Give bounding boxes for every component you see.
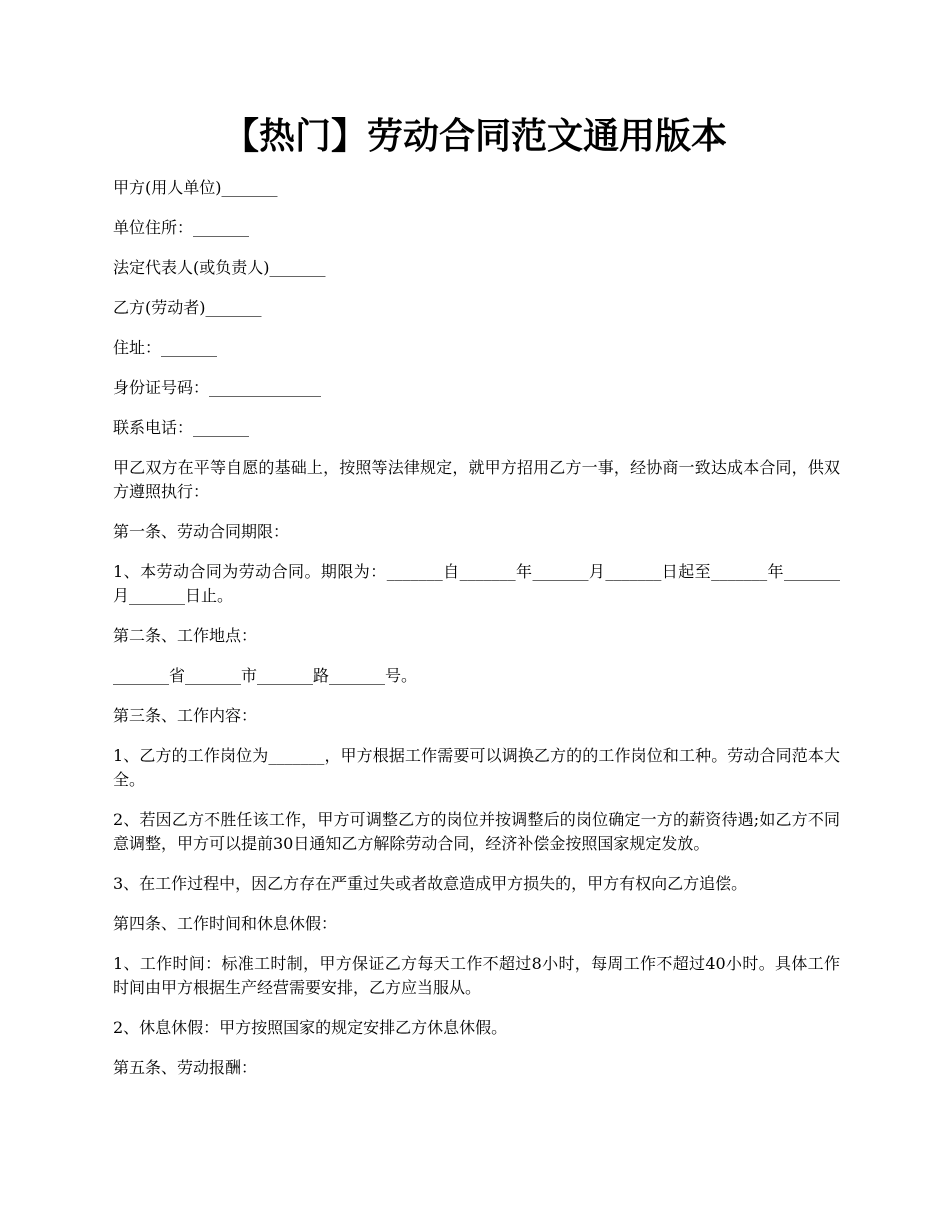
- article-3-clause-2: 2、若因乙方不胜任该工作，甲方可调整乙方的岗位并按调整后的岗位确定一方的薪资待遇;如乙方不同意调整，甲方可以提前30日通知乙方解除劳动合同，经济补偿金按照国家规定发放。: [113, 810, 840, 853]
- article-2-location: _______省_______市_______路_______号。: [113, 666, 418, 685]
- field-id-number: 身份证号码：______________: [113, 378, 322, 397]
- article-5-heading: 第五条、劳动报酬：: [113, 1058, 258, 1077]
- field-unit-address: 单位住所：_______: [113, 218, 250, 237]
- field-party-b: 乙方(劳动者)_______: [113, 298, 262, 317]
- article-4-heading: 第四条、工作时间和休息休假：: [113, 914, 338, 933]
- article-3-clause-1: 1、乙方的工作岗位为_______，甲方根据工作需要可以调换乙方的的工作岗位和工种。劳动合同范本大全。: [113, 746, 840, 789]
- article-3-clause-3: 3、在工作过程中，因乙方存在严重过失或者故意造成甲方损失的，甲方有权向乙方追偿。: [113, 874, 748, 893]
- field-legal-representative: 法定代表人(或负责人)_______: [113, 258, 326, 277]
- article-4-clause-1: 1、工作时间：标准工时制，甲方保证乙方每天工作不超过8小时，每周工作不超过40小时。具体工作时间由甲方根据生产经营需要安排，乙方应当服从。: [113, 954, 840, 997]
- article-2-heading: 第二条、工作地点：: [113, 626, 258, 645]
- article-4-clause-2: 2、休息休假：甲方按照国家的规定安排乙方休息休假。: [113, 1018, 508, 1037]
- field-phone: 联系电话：_______: [113, 418, 250, 437]
- document-body: [113, 176, 840, 1096]
- preamble-paragraph: 甲乙双方在平等自愿的基础上，按照等法律规定，就甲方招用乙方一事，经协商一致达成本合同，供双方遵照执行：: [113, 458, 840, 501]
- article-1-heading: 第一条、劳动合同期限：: [113, 522, 290, 541]
- field-address: 住址：_______: [113, 338, 218, 357]
- document-title: 【热门】劳动合同范文通用版本: [222, 115, 727, 157]
- article-3-heading: 第三条、工作内容：: [113, 706, 258, 725]
- field-party-a: 甲方(用人单位)_______: [113, 178, 278, 197]
- article-1-clause-1: 1、本劳动合同为劳动合同。期限为：_______自_______年_______月_______日起至_______年_______月_______日止。: [113, 562, 840, 605]
